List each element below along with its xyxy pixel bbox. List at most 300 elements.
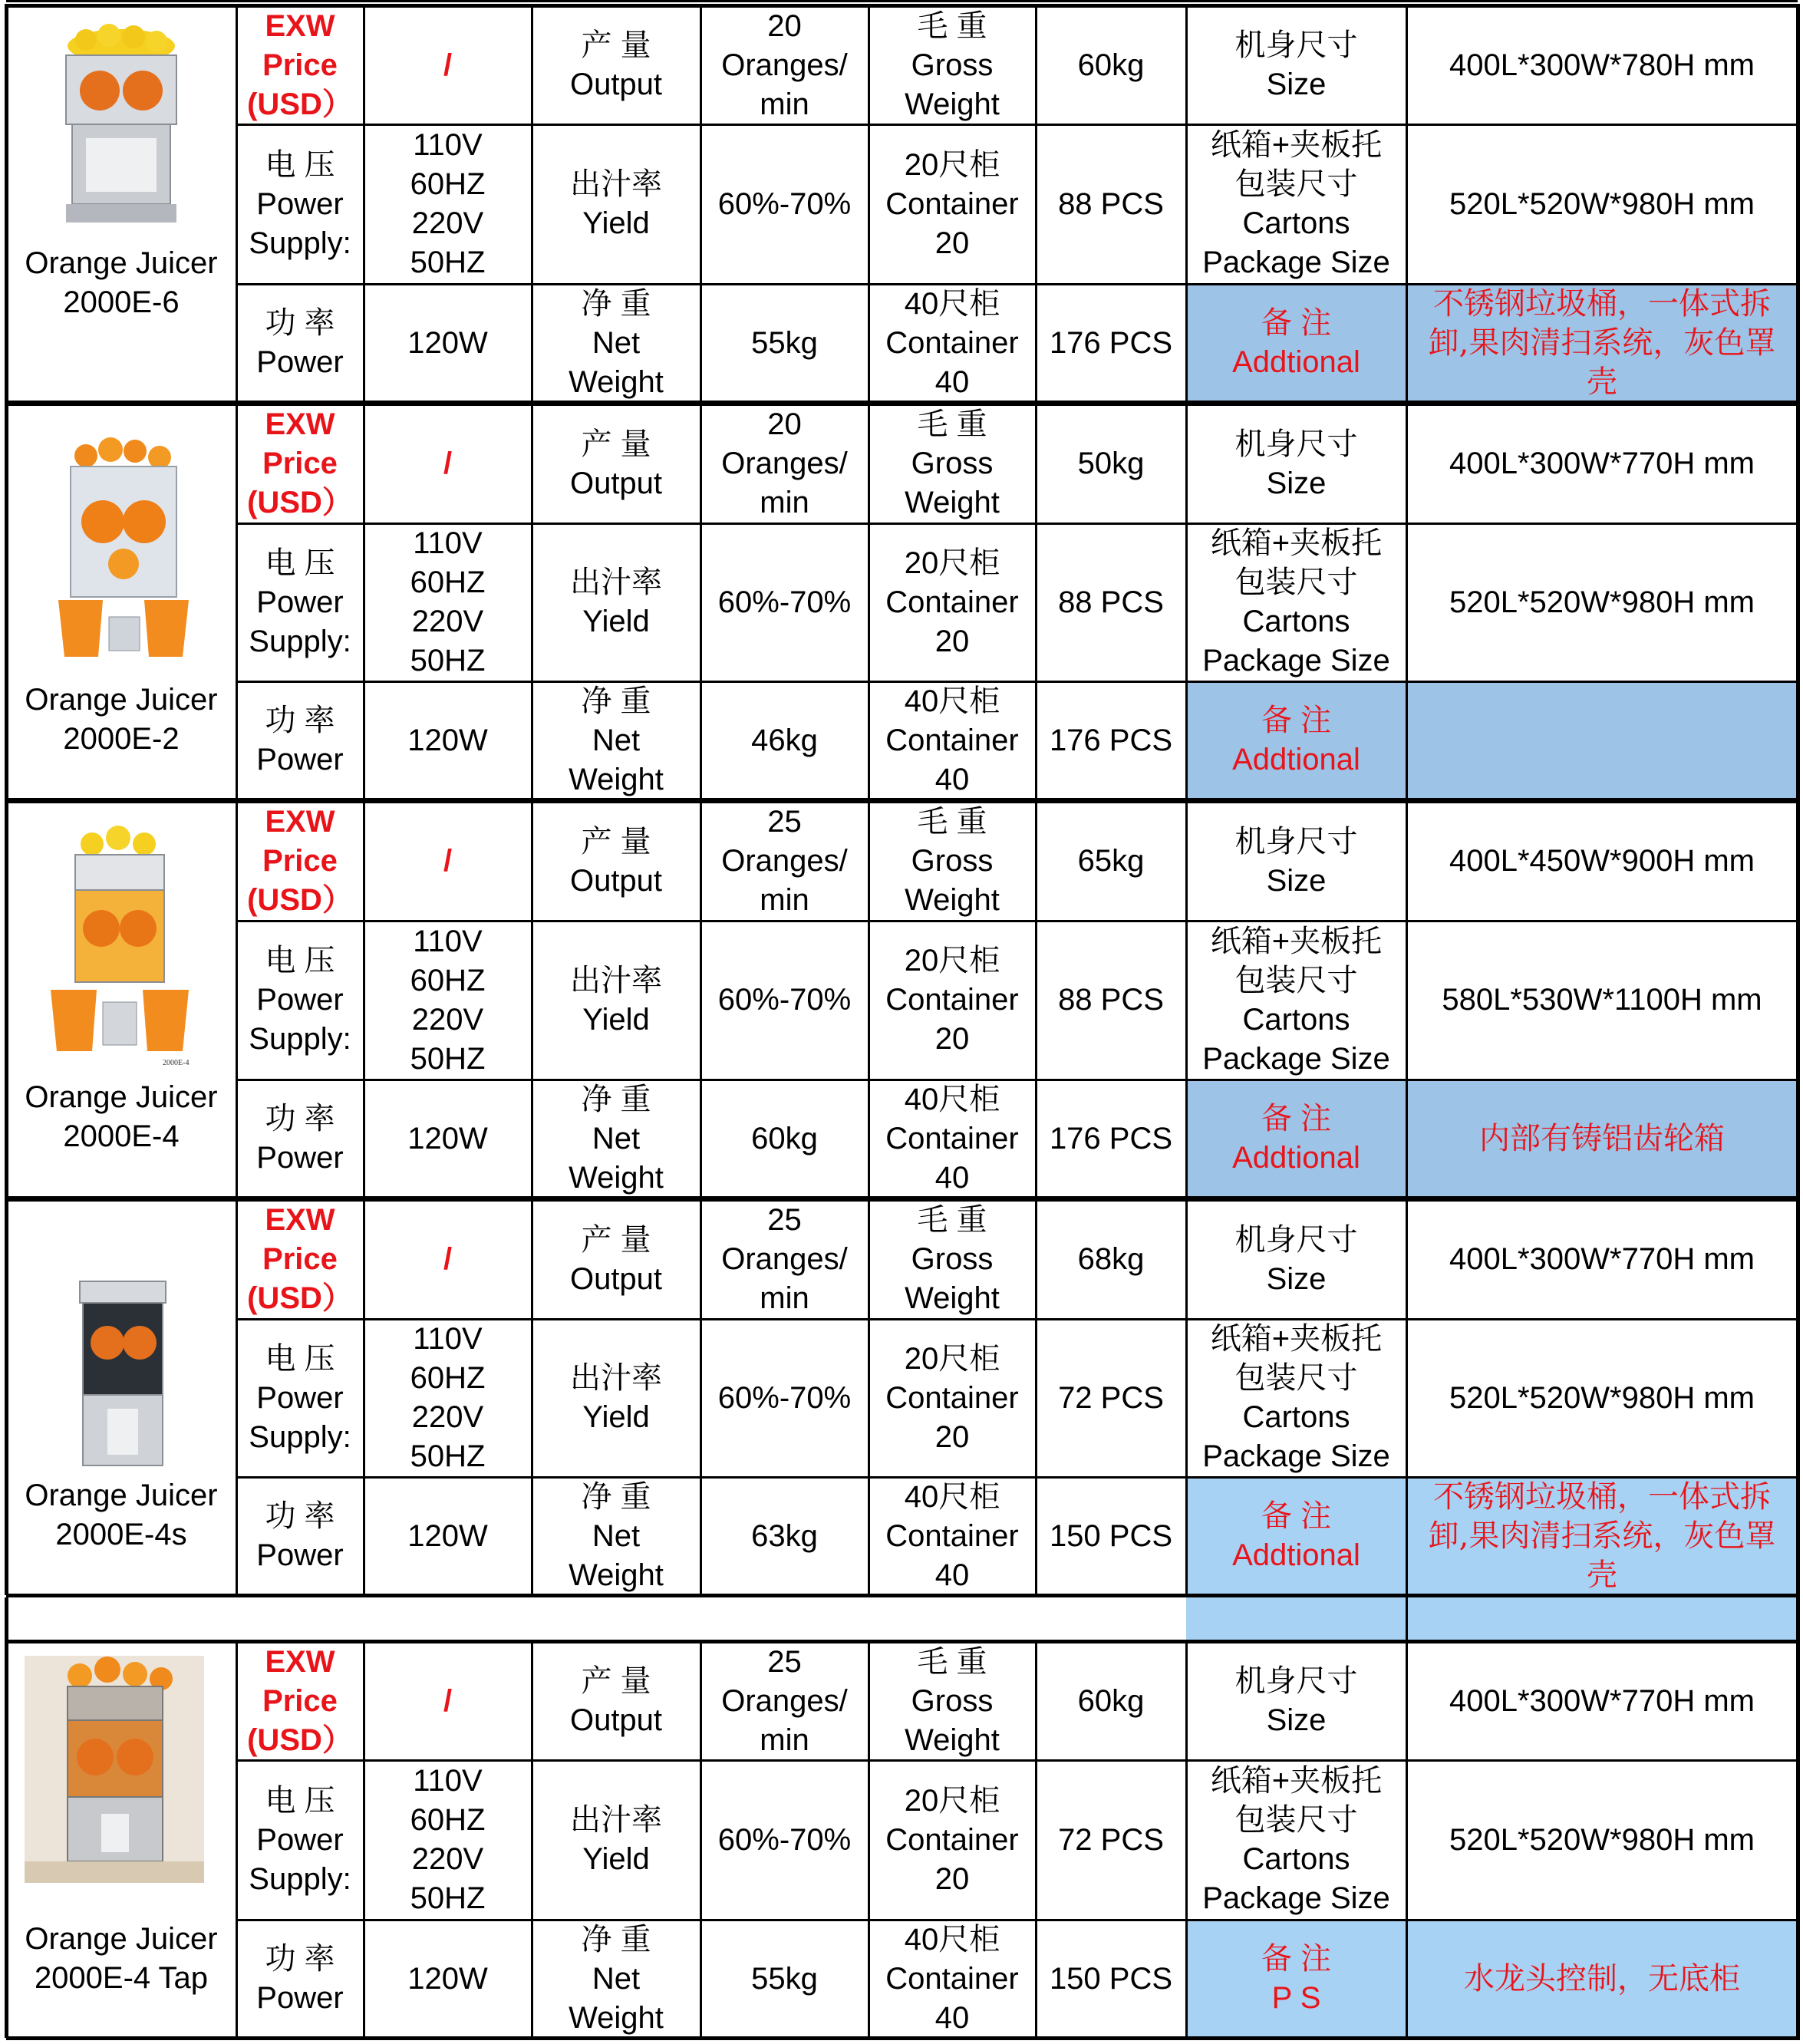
spacer-fill [1186,1597,1798,1640]
note-label-line: Addtional [1232,345,1360,379]
size-value [1406,404,1798,523]
voltage-value-line: 220V [411,206,484,240]
yield-label [532,124,700,284]
power-value-line: 120W [407,723,488,757]
column-line [868,404,870,799]
size-value-line: 400L*300W*770H mm [1449,447,1755,480]
model-line: 2000E-6 [63,285,180,319]
column-line [1406,6,1408,402]
note-label-line: Addtional [1232,1141,1360,1175]
package-label-line: 包装尺寸 [1234,963,1358,997]
package-label-line: Cartons [1242,605,1350,638]
gross-weight-label-line: 毛 重 [917,407,987,441]
net-weight-value-line: 60kg [751,1121,818,1156]
container40-value [1036,284,1186,402]
output-label [532,404,700,523]
price-label-line: (USD） [247,883,353,917]
voltage-value-line: 110V [413,924,483,958]
package-value [1406,921,1798,1080]
product-photo [48,821,193,1078]
row-line [236,920,1798,922]
column-line [363,802,365,1198]
voltage-value-line: 60HZ [410,167,486,201]
power-supply-label-line: Supply: [249,624,351,658]
size-value-line: 400L*450W*900H mm [1449,844,1755,878]
model-line: Orange Juicer [25,683,218,717]
note-label-line: Addtional [1232,743,1360,776]
container20-value [1036,1760,1186,1920]
output-value-line: min [760,1281,809,1315]
voltage-value-line: 50HZ [410,1041,486,1076]
gross-weight-label-line: Weight [905,486,1000,519]
power-supply-label-line: Supply: [249,1419,351,1454]
price-label-line: (USD） [247,486,353,519]
package-label-line: Package Size [1202,1041,1390,1076]
column-line [236,802,238,1198]
yield-label-line: Yield [582,605,650,638]
container20-value-line: 72 PCS [1058,1822,1164,1857]
voltage-value-line: 220V [411,1002,484,1037]
container40-label-line: 40 [934,364,970,399]
juicer-2000E-4s-image [69,1274,176,1473]
block-border-top [6,402,1800,406]
power-supply-label-line: Power [256,186,344,221]
sheet-top-edge [6,0,1798,2]
package-label-line: Cartons [1242,206,1350,240]
price-label-line: EXW [265,1644,335,1679]
package-label [1186,124,1406,284]
net-weight-value [700,284,869,402]
power-label [236,1477,364,1595]
yield-value-line: 60%-70% [717,585,852,619]
container20-label [869,1319,1036,1477]
power-value-line: 120W [407,1121,488,1156]
voltage-value [364,921,532,1080]
container40-label-line: Container [885,1961,1019,1996]
output-label-line: Output [569,68,663,101]
yield-label-line: 出汁率 [570,963,662,997]
yield-label [532,1319,700,1477]
package-label [1186,1760,1406,1920]
container20-label [869,523,1036,681]
container20-label-line: Container [885,585,1019,619]
net-weight-value [700,1477,869,1595]
model-line: Orange Juicer [25,246,218,280]
power-label [236,1920,364,2038]
power-label-line: 功 率 [265,1102,335,1136]
note-value-line: 壳 [1587,1557,1617,1593]
column-line [1185,802,1188,1198]
juicer-2000E-6-image [55,23,187,232]
yield-label [532,523,700,681]
price-label [236,1200,364,1319]
model-line: 2000E-4 Tap [34,1961,209,1995]
package-label-line: Cartons [1242,1002,1350,1037]
size-label [1186,6,1406,124]
output-value-line: Oranges/ [721,1242,848,1276]
power-value [364,1080,532,1198]
voltage-value-line: 60HZ [410,1803,486,1837]
yield-value [700,1319,869,1477]
container40-value [1036,681,1186,799]
power-label-line: 功 率 [265,1942,335,1976]
package-value [1406,1760,1798,1920]
net-weight-label-line: Weight [569,1160,664,1195]
voltage-value-line: 220V [411,1400,484,1434]
yield-value-line: 60%-70% [717,186,852,221]
container20-value-line: 72 PCS [1058,1380,1164,1415]
image-model-label: 2000E-4 [163,1059,190,1067]
gross-weight-label [869,1642,1036,1760]
container20-value-line: 88 PCS [1058,585,1164,619]
voltage-value-line: 220V [411,1842,484,1876]
note-label-line: 备 注 [1261,306,1332,340]
gross-weight-value [1036,1200,1186,1319]
price-label-line: (USD） [247,87,353,121]
net-weight-value-line: 55kg [751,325,818,360]
power-supply-label-line: Supply: [249,1022,351,1056]
column-line [1406,404,1408,799]
container20-label-line: Container [885,1380,1019,1415]
container20-label-line: Container [885,983,1019,1017]
price-value-line: / [443,1242,453,1276]
package-label-line: Cartons [1242,1400,1350,1434]
power-label-line: Power [256,1538,344,1572]
product-model [6,244,236,322]
juicer-2000E-2-image [55,430,192,675]
yield-label-line: Yield [582,1400,650,1434]
container40-label-line: 40 [934,2000,970,2035]
power-supply-label-line: Supply: [249,1861,351,1896]
block-border-right [1796,402,1800,799]
model-line: Orange Juicer [25,1479,218,1512]
product-photo [55,430,192,679]
container40-label-line: 40 [934,762,970,796]
container40-label-line: 40尺柜 [904,1082,1000,1116]
column-line [531,1200,533,1595]
product-photo [25,1656,204,1887]
container40-label [869,681,1036,799]
package-label-line: 包装尺寸 [1234,1803,1358,1837]
power-supply-label [236,124,364,284]
voltage-value-line: 110V [413,1764,483,1798]
column-line [868,6,870,402]
power-label-line: Power [256,345,344,379]
column-line [1406,1200,1408,1595]
output-label [532,1642,700,1760]
note-label [1186,1920,1406,2038]
package-label-line: 纸箱+夹板托 [1210,1322,1383,1356]
gross-weight-value-line: 68kg [1077,1242,1145,1276]
net-weight-label-line: Net [592,1961,641,1996]
package-value [1406,124,1798,284]
container20-label [869,124,1036,284]
column-line [363,1642,365,2038]
note-value [1406,1920,1798,2038]
package-value-line: 580L*530W*1100H mm [1442,983,1762,1017]
power-label-line: 功 率 [265,1499,335,1533]
gross-weight-value-line: 65kg [1077,844,1145,878]
package-label [1186,921,1406,1080]
model-line: 2000E-4s [55,1518,187,1551]
note-value-line: 不锈钢垃圾桶，一体式拆 [1433,285,1771,321]
row-line [236,523,1798,525]
container20-value-line: 88 PCS [1058,186,1164,221]
net-weight-label-line: Weight [569,364,664,399]
size-value [1406,6,1798,124]
container40-label-line: 40尺柜 [904,1922,1000,1957]
block-border-left [5,1640,8,2038]
size-value-line: 400L*300W*770H mm [1449,1683,1755,1718]
container40-value-line: 176 PCS [1049,325,1173,360]
output-value-line: min [760,486,809,519]
gross-weight-label-line: Weight [905,87,1000,121]
power-supply-label-line: Power [256,585,344,619]
row-line [236,124,1798,126]
spacer-border-right [1796,1597,1800,1640]
container40-label [869,284,1036,402]
power-supply-label-line: 电 压 [265,944,335,977]
output-value [700,1642,869,1760]
container40-label-line: Container [885,325,1019,360]
power-supply-label [236,1760,364,1920]
power-supply-label [236,523,364,681]
block-border-bottom [6,2036,1800,2040]
price-label-line: Price [262,1242,338,1276]
yield-label-line: Yield [582,1842,650,1876]
output-label-line: Output [569,1703,663,1737]
output-value-line: 25 [767,805,802,839]
gross-weight-value-line: 50kg [1077,447,1145,480]
column-line [1406,1642,1408,2038]
package-label-line: Package Size [1202,1881,1390,1915]
package-label-line: 纸箱+夹板托 [1210,526,1383,560]
row-line [236,1318,1798,1320]
output-value-line: Oranges/ [721,844,848,878]
column-line [531,802,533,1198]
container20-label-line: 20 [934,1022,970,1056]
output-value-line: Oranges/ [721,1683,848,1718]
voltage-value [364,1760,532,1920]
output-value [700,404,869,523]
gross-weight-label [869,1200,1036,1319]
container40-label [869,1920,1036,2038]
column-line [531,1642,533,2038]
gross-weight-label-line: 毛 重 [917,1644,987,1679]
column-line [700,404,702,799]
gross-weight-label-line: Gross [911,1683,994,1718]
size-label-line: 机身尺寸 [1234,824,1358,859]
container20-label-line: Container [885,186,1019,221]
product-model [6,1078,236,1156]
net-weight-label-line: 净 重 [581,684,651,718]
price-label-line: Price [262,1683,338,1718]
voltage-value [364,1319,532,1477]
model-line: Orange Juicer [25,1922,218,1956]
gross-weight-label-line: Gross [911,447,994,480]
yield-label-line: 出汁率 [570,565,662,599]
price-value [364,404,532,523]
price-label [236,802,364,921]
block-border-left [5,1198,8,1595]
container40-value [1036,1920,1186,2038]
size-value [1406,802,1798,921]
gross-weight-label [869,6,1036,124]
power-supply-label-line: Power [256,1380,344,1415]
net-weight-value-line: 63kg [751,1518,818,1553]
column-line [1035,404,1037,799]
net-weight-label-line: 净 重 [581,1479,651,1514]
output-value [700,1200,869,1319]
row-line [236,283,1798,285]
voltage-value-line: 60HZ [410,963,486,997]
price-label-line: EXW [265,805,335,839]
gross-weight-label-line: Gross [911,48,994,82]
yield-value [700,523,869,681]
row-line [236,1919,1798,1921]
package-label-line: Package Size [1202,1439,1390,1473]
block-border-left [5,4,8,402]
column-line [1035,6,1037,402]
net-weight-label [532,1477,700,1595]
voltage-value-line: 60HZ [410,1361,486,1395]
yield-label-line: Yield [582,206,650,240]
column-line [700,1642,702,2038]
yield-value-line: 60%-70% [717,1380,852,1415]
package-value [1406,523,1798,681]
size-label [1186,1642,1406,1760]
power-label [236,284,364,402]
container40-label-line: 40尺柜 [904,684,1000,718]
note-value [1406,681,1798,799]
note-label-line: Addtional [1232,1538,1360,1572]
price-label-line: EXW [265,407,335,441]
power-value-line: 120W [407,1518,488,1553]
voltage-value-line: 110V [413,1322,483,1356]
price-label-line: (USD） [247,1281,353,1315]
size-label-line: Size [1266,863,1327,898]
block-border-top [6,1198,1800,1202]
container40-value-line: 150 PCS [1049,1961,1173,1996]
container20-value [1036,921,1186,1080]
price-value-line: / [443,48,453,82]
block-border-top [6,799,1800,803]
gross-weight-label-line: Weight [905,1281,1000,1315]
power-supply-label-line: 电 压 [265,147,335,182]
block-border-left [5,799,8,1198]
package-label-line: 纸箱+夹板托 [1210,128,1383,162]
block-border-left [5,402,8,799]
voltage-value-line: 110V [413,526,483,560]
power-supply-label-line: Power [256,1822,344,1857]
gross-weight-label-line: Weight [905,1723,1000,1757]
power-supply-label-line: 电 压 [265,1341,335,1376]
output-value-line: Oranges/ [721,447,848,480]
package-label-line: 纸箱+夹板托 [1210,924,1383,958]
block-border-right [1796,4,1800,402]
gross-weight-value [1036,404,1186,523]
row-line [236,1476,1798,1479]
price-label-line: Price [262,844,338,878]
size-label-line: 机身尺寸 [1234,28,1358,62]
output-value-line: 25 [767,1203,802,1237]
net-weight-label-line: Weight [569,762,664,796]
column-line [531,404,533,799]
note-label-line: 备 注 [1261,1102,1332,1136]
note-label-line: 备 注 [1261,704,1332,737]
yield-label-line: 出汁率 [570,167,662,201]
power-label [236,1080,364,1198]
package-value-line: 520L*520W*980H mm [1449,1380,1755,1415]
container40-value-line: 176 PCS [1049,723,1173,757]
container20-label-line: 20尺柜 [904,1341,1000,1376]
block-border-right [1796,1640,1800,2038]
size-label-line: Size [1266,466,1327,500]
gross-weight-value [1036,1642,1186,1760]
yield-value-line: 60%-70% [717,1822,852,1857]
column-line [236,404,238,799]
column-line [1185,1642,1188,2038]
row-line [236,1079,1798,1081]
container20-label-line: Container [885,1822,1019,1857]
price-label [236,1642,364,1760]
net-weight-label [532,1080,700,1198]
column-line [700,802,702,1198]
row-line [236,681,1798,683]
package-value-line: 520L*520W*980H mm [1449,186,1755,221]
output-value-line: 20 [767,407,802,441]
column-line [1185,1200,1188,1595]
note-value [1406,1477,1798,1595]
package-label [1186,1319,1406,1477]
spacer-border-left [5,1597,8,1640]
block-border-top [6,1640,1800,1643]
gross-weight-label-line: Gross [911,844,994,878]
package-label-line: Package Size [1202,644,1390,677]
column-line [236,1200,238,1595]
container20-label-line: 20尺柜 [904,1783,1000,1818]
container20-label-line: 20尺柜 [904,944,1000,977]
power-label-line: 功 率 [265,306,335,340]
net-weight-label [532,681,700,799]
price-value-line: / [443,447,453,480]
output-label [532,6,700,124]
net-weight-label-line: 净 重 [581,1082,651,1116]
container20-value [1036,523,1186,681]
power-supply-label-line: Supply: [249,226,351,260]
container40-label-line: Container [885,723,1019,757]
power-supply-label-line: 电 压 [265,1783,335,1818]
yield-value-line: 60%-70% [717,983,852,1017]
package-label-line: 包装尺寸 [1234,167,1358,201]
package-label-line: Cartons [1242,1842,1350,1876]
price-value [364,802,532,921]
note-label [1186,1477,1406,1595]
power-label-line: Power [256,1141,344,1175]
voltage-value-line: 50HZ [410,246,486,279]
juicer-2000E-4-image [48,821,193,1074]
net-weight-label-line: Net [592,325,641,360]
column-line [1035,1642,1037,2038]
net-weight-value-line: 55kg [751,1961,818,1996]
package-label-line: 包装尺寸 [1234,565,1358,599]
note-value-line: 不锈钢垃圾桶，一体式拆 [1433,1479,1771,1515]
container40-label-line: Container [885,1121,1019,1156]
note-value-line: 内部有铸铝齿轮箱 [1479,1120,1725,1156]
output-label [532,1200,700,1319]
size-label [1186,802,1406,921]
note-label-line: P S [1271,1981,1321,2015]
